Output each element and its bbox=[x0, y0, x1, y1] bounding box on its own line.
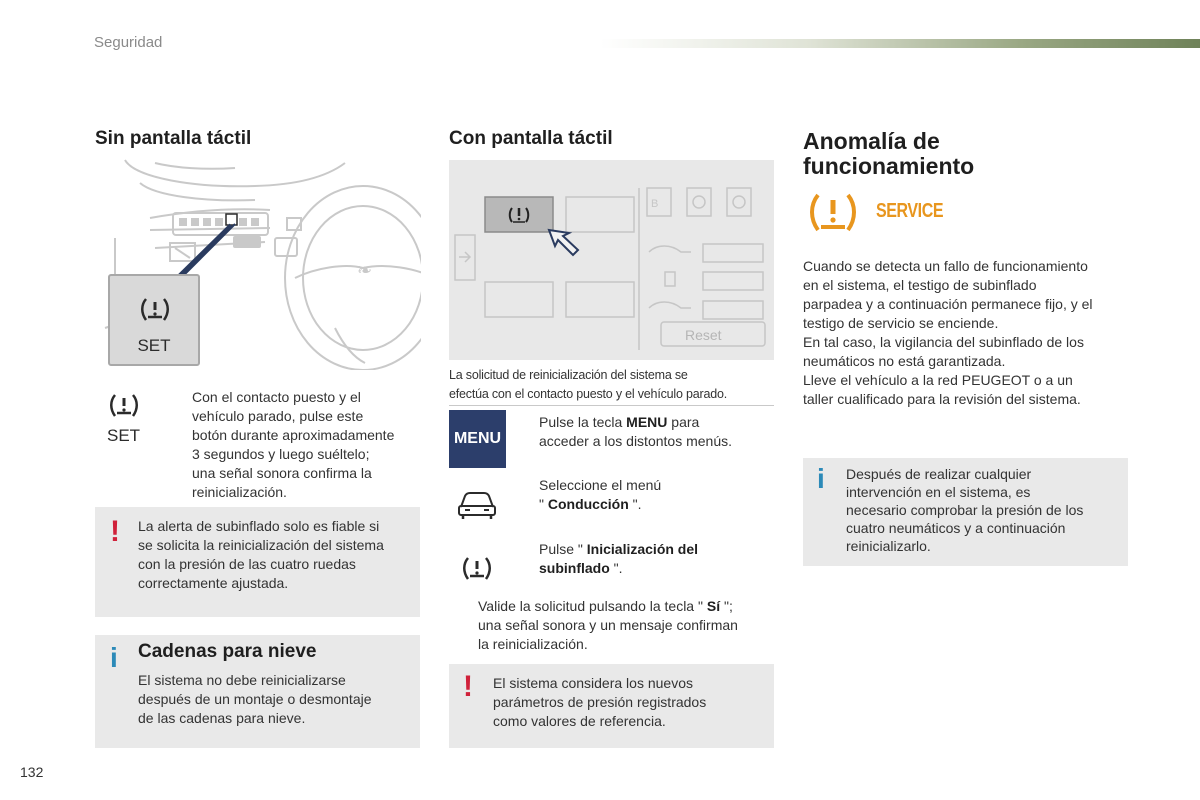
warning-text-middle: El sistema considera los nuevos parámetros de presión registrados como valores de referencia. bbox=[493, 675, 707, 729]
tpms-warning-icon bbox=[808, 191, 858, 235]
tpms-warning-icon bbox=[461, 555, 493, 583]
warning-text-left: La alerta de subinflado solo es fiable si se solicita la reinicialización del sistema con la presión de las cuatro ruedas correctamente ajustada. bbox=[138, 518, 384, 591]
tpms-warning-icon bbox=[140, 296, 170, 324]
screen-reset-label: Reset bbox=[685, 327, 722, 343]
middle-title: Con pantalla táctil bbox=[449, 128, 613, 149]
set-button-label: SET bbox=[137, 336, 171, 355]
page-number: 132 bbox=[20, 764, 44, 780]
section-label: Seguridad bbox=[94, 34, 163, 51]
info-text-left: El sistema no debe reinicializarse después de un montaje o desmontaje de las cadenas para nieve. bbox=[138, 672, 372, 726]
header-bar bbox=[600, 39, 1200, 48]
malfunction-text: Cuando se detecta un fallo de funcionamiento en el sistema, el testigo de subinflado parpadea y a continuación permanece fijo, y el testigo de servicio se enciende. En tal caso, la vigilancia del subinflado de los neumáticos no está garantizada. Lleve el vehículo a la red PEUGEOT o a un taller cualificado para la revisión del sistema. bbox=[803, 258, 1093, 407]
info-icon: i bbox=[110, 642, 118, 673]
car-icon bbox=[456, 487, 498, 521]
set-instruction-text: Con el contacto puesto y el vehículo parado, pulse este botón durante aproximadamente 3 segundos y luego suéltelo; una señal sonora confirma la reinicialización. bbox=[192, 389, 395, 500]
menu-key-illustration: MENU bbox=[449, 410, 506, 468]
touchscreen-illustration bbox=[449, 160, 774, 360]
info-icon: i bbox=[817, 463, 825, 494]
cursor-arrow-icon bbox=[549, 230, 578, 255]
left-title: Sin pantalla táctil bbox=[95, 128, 252, 149]
info-title-snow-chains: Cadenas para nieve bbox=[138, 641, 317, 662]
service-warning-label: SERVICE bbox=[876, 200, 944, 222]
step-select-driving: Seleccione el menú " Conducción ". bbox=[539, 477, 662, 512]
svg-text:❧: ❧ bbox=[357, 260, 373, 280]
info-text-right: Después de realizar cualquier intervención en el sistema, es necesario comprobar la presión de los cuatro neumáticos y a continuación reinicializarlo. bbox=[846, 466, 1084, 554]
svg-text:B: B bbox=[651, 198, 659, 210]
set-icon-label: SET bbox=[107, 426, 141, 445]
step-press-init: Pulse " Inicialización del subinflado ". bbox=[539, 541, 699, 576]
tpms-warning-icon bbox=[108, 392, 140, 420]
right-title: Anomalía de funcionamiento bbox=[803, 128, 975, 179]
set-button-illustration bbox=[108, 274, 200, 366]
exclamation-icon: ! bbox=[110, 515, 120, 548]
step-validate: Valide la solicitud pulsando la tecla " Sí "; una señal sonora y un mensaje confirman la reinicialización. bbox=[478, 598, 738, 652]
step-press-menu: Pulse la tecla MENU para acceder a los distontos menús. bbox=[539, 414, 732, 449]
touchscreen-drawing bbox=[449, 160, 774, 360]
divider bbox=[449, 405, 774, 406]
screen-caption: La solicitud de reinicialización del sistema se efectúa con el contacto puesto y el vehículo parado. bbox=[449, 368, 727, 401]
exclamation-icon: ! bbox=[463, 670, 473, 703]
